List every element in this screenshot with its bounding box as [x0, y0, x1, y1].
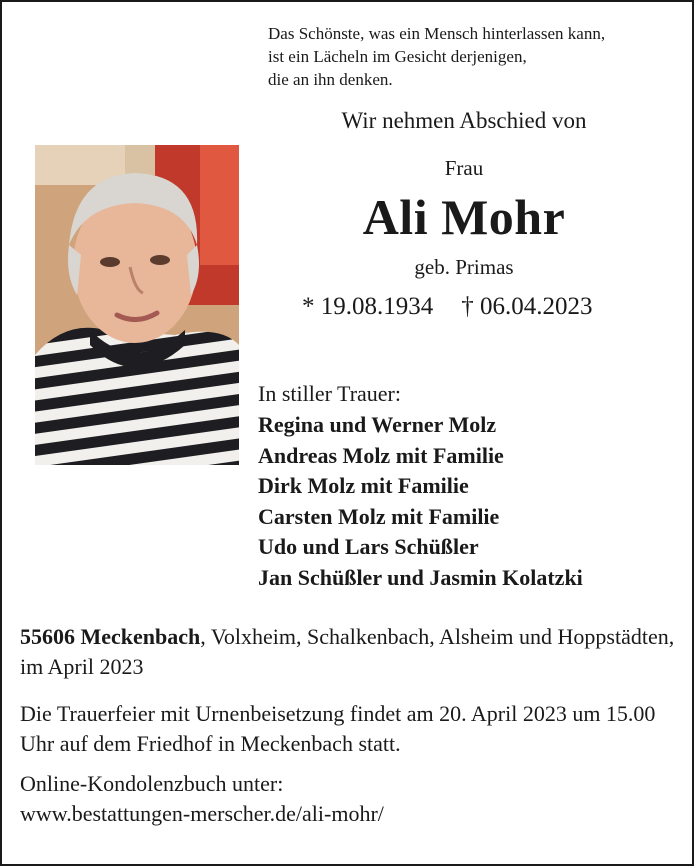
farewell-intro: Wir nehmen Abschied von	[341, 108, 587, 133]
deceased-name: Ali Mohr	[362, 189, 566, 245]
quote-line-3: die an ihn denken.	[268, 70, 393, 89]
memorial-quote	[268, 22, 683, 91]
portrait-illustration	[35, 145, 239, 465]
mourner-name: Regina und Werner Molz	[258, 412, 497, 437]
online-condolence-label: Online-Kondolenzbuch unter:	[20, 771, 284, 796]
life-dates	[302, 293, 682, 321]
death-date: † 06.04.2023	[461, 293, 593, 320]
online-condolence	[20, 769, 680, 829]
mourning-label: In stiller Trauer:	[258, 381, 401, 406]
maiden-name: geb. Primas	[414, 255, 514, 279]
mourners-list	[258, 410, 688, 593]
condolence-url-link[interactable]: www.bestattungen-merscher.de/ali-mohr/	[20, 801, 384, 826]
place-town: 55606 Meckenbach	[20, 624, 201, 649]
place-rest: , Volxheim, Schalkenbach, Alsheim und Hoppstädten, im April 2023	[20, 624, 675, 679]
birth-date: * 19.08.1934	[302, 293, 434, 320]
mourner-name: Udo und Lars Schüßler	[258, 534, 479, 559]
funeral-service-info: Die Trauerfeier mit Urnenbeisetzung findet am 20. April 2023 um 15.00 Uhr auf dem Friedhof in Meckenbach statt.	[20, 701, 656, 756]
quote-line-2: ist ein Lächeln im Gesicht derjenigen,	[268, 47, 527, 66]
portrait-photo	[35, 145, 239, 465]
mourner-name: Jan Schüßler und Jasmin Kolatzki	[258, 564, 583, 590]
mourner-name: Andreas Molz mit Familie	[258, 442, 504, 468]
mourner-name: Dirk Molz mit Familie	[258, 473, 469, 498]
deceased-title: Frau	[444, 156, 484, 180]
quote-line-1: Das Schönste, was ein Mensch hinterlassen kann,	[268, 24, 606, 43]
place-and-date	[20, 622, 680, 682]
mourner-name: Carsten Molz mit Familie	[258, 503, 500, 529]
